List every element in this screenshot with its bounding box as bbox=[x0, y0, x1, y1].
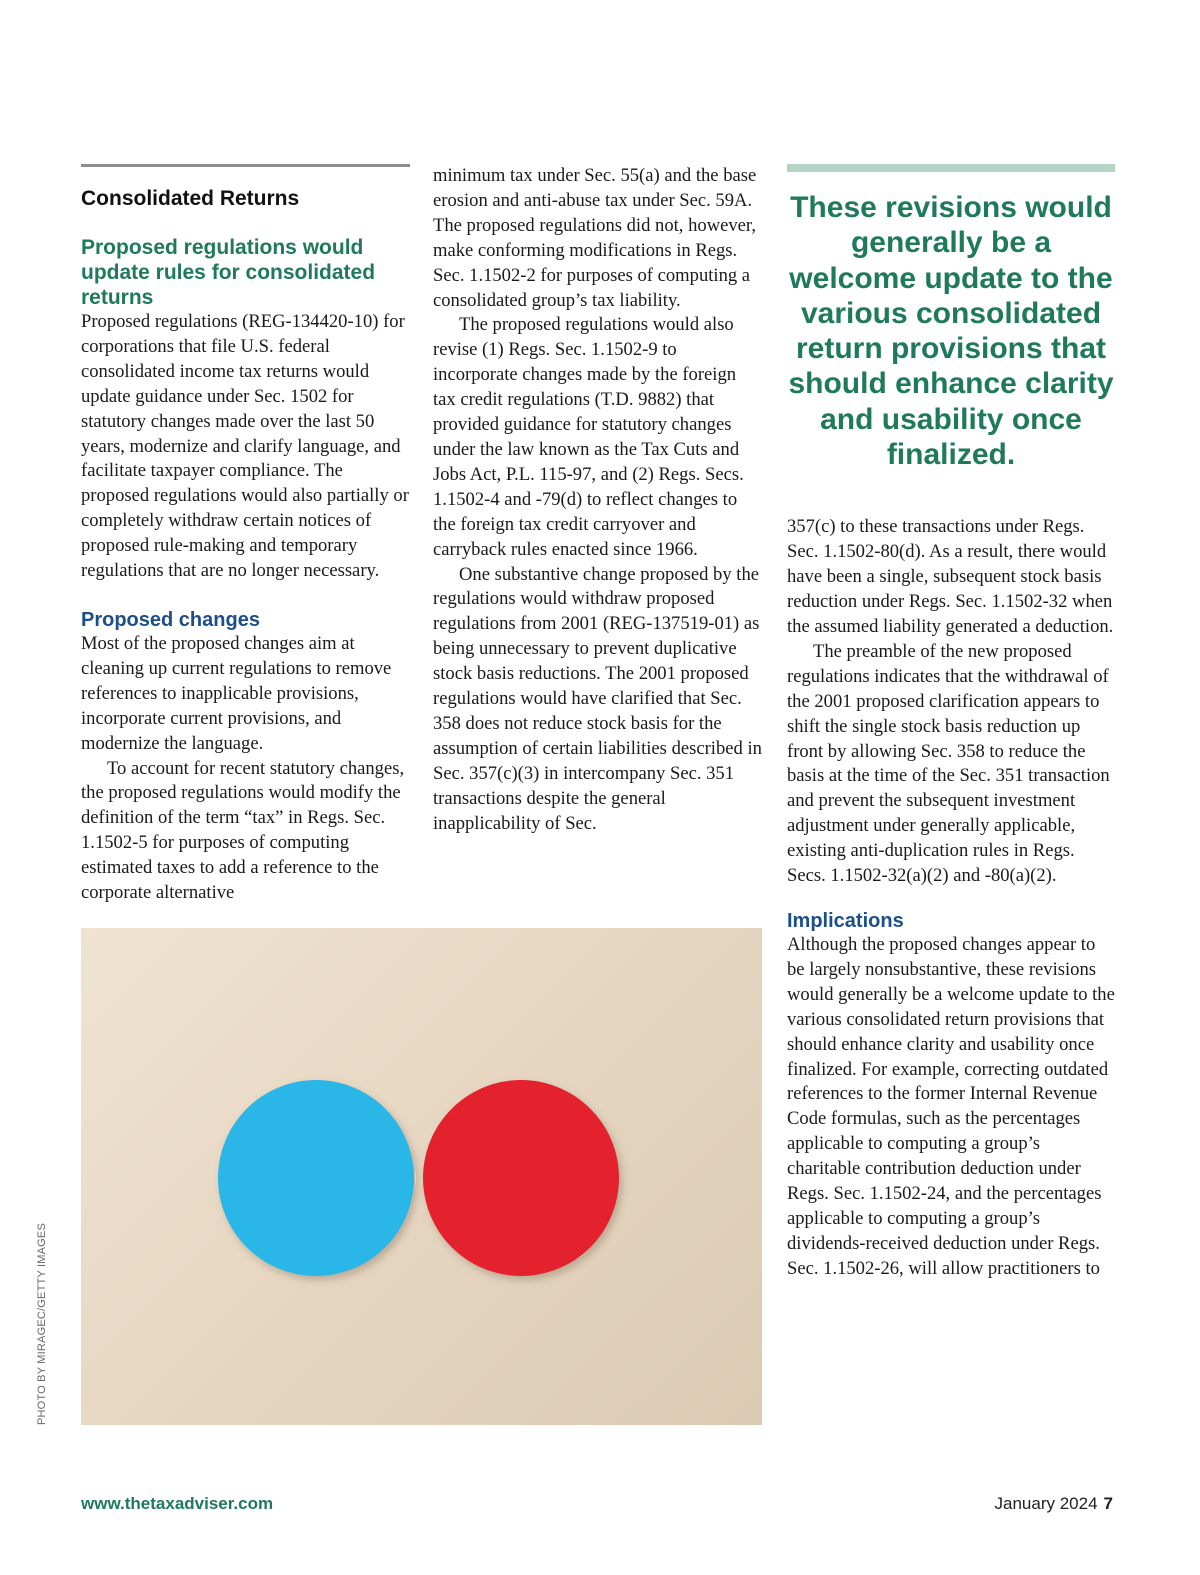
article-headline: Proposed regulations would update rules for consolidated returns bbox=[81, 236, 376, 309]
body-paragraph: minimum tax under Sec. 55(a) and the base erosion and anti-abuse tax under Sec. 59A. The proposed regulations did not, however, make conforming modifications in Regs. Sec. 1.1502-2 for purposes of computing a consolidated group’s tax liability. bbox=[433, 165, 757, 311]
body-paragraph: The preamble of the new proposed regulations indicates that the withdrawal of the 2001 proposed clarification appears to shift the single stock basis reduction up front by allowing Sec. 358 to reduce the basis at the time of the Sec. 351 transaction and prevent the subsequent investment adjustment under generally applicable, existing anti-duplication rules in Regs. Secs. 1.1502-32(a)(2) and -80(a)(2). bbox=[787, 640, 1110, 887]
pull-quote-rule bbox=[787, 164, 1115, 172]
venn-photo bbox=[81, 928, 762, 1425]
body-paragraph: Proposed regulations (REG-134420-10) for corporations that file U.S. federal consolidated income tax returns would update guidance under Sec. 1502 for statutory changes made over the last 50 years, modernize and clarify language, and facilitate taxpayer compliance. The proposed regulations would also partially or completely withdraw certain notices of proposed rule-making and temporary regulations that are no longer necessary. bbox=[81, 311, 409, 582]
issue-date: January 2024 bbox=[994, 1494, 1098, 1513]
body-paragraph: One substantive change proposed by the regulations would withdraw proposed regulations from 2001 (REG-137519-01) as being unnecessary to prevent duplicative stock basis reductions. The 2001 proposed regulations would have clarified that Sec. 358 does not reduce stock basis for the assumption of certain liabilities described in Sec. 357(c)(3) in intercompany Sec. 351 transactions despite the general inapplicability of Sec. bbox=[433, 563, 762, 834]
body-paragraph: 357(c) to these transactions under Regs. Sec. 1.1502-80(d). As a result, there would have been a single, subsequent stock basis reduction under Regs. Sec. 1.1502-32 when the assumed liability generated a deduction. bbox=[787, 516, 1114, 637]
column-2 bbox=[433, 164, 763, 836]
footer-date bbox=[995, 1494, 1114, 1514]
venn-illustration bbox=[81, 928, 762, 1425]
section-title: Consolidated Returns bbox=[81, 187, 300, 210]
column-1 bbox=[81, 164, 410, 906]
subhead-proposed-changes: Proposed changes bbox=[81, 608, 260, 631]
body-paragraph: Most of the proposed changes aim at cleaning up current regulations to remove references to inapplicable provisions, incorporate current provisions, and modernize the language. bbox=[81, 632, 392, 754]
photo-credit: PHOTO BY MIRAGEC/GETTY IMAGES bbox=[36, 1222, 48, 1425]
cyan-circle bbox=[218, 1080, 414, 1276]
section-rule bbox=[81, 164, 410, 167]
footer-url-link[interactable]: www.thetaxadviser.com bbox=[81, 1494, 274, 1513]
subhead-implications: Implications bbox=[787, 909, 904, 932]
body-paragraph: To account for recent statutory changes, the proposed regulations would modify the definition of the term “tax” in Regs. Sec. 1.1502-5 for purposes of computing estimated taxes to add a reference to the corporate alternative bbox=[81, 757, 405, 904]
pull-quote: These revisions would generally be a welcome update to the various consolidated return provisions that should enhance clarity and usability once finalized. bbox=[788, 191, 1114, 472]
body-paragraph: Although the proposed changes appear to be largely nonsubstantive, these revisions would generally be a welcome update to the various consolidated return provisions that should enhance clarity and usability once finalized. For example, correcting outdated references to the former Internal Revenue Code formulas, such as the percentages applicable to computing a group’s charitable contribution deduction under Regs. Sec. 1.1502-24, and the percentages applicable to computing a group’s dividends-received deduction under Regs. Sec. 1.1502-26, will allow practitioners to bbox=[787, 933, 1115, 1279]
page-number: 7 bbox=[1103, 1494, 1113, 1513]
body-paragraph: The proposed regulations would also revise (1) Regs. Sec. 1.1502-9 to incorporate changes made by the foreign tax credit regulations (T.D. 9882) that provided guidance for statutory changes under the law known as the Tax Cuts and Jobs Act, P.L. 115-97, and (2) Regs. Secs. 1.1502-4 and -79(d) to reflect changes to the foreign tax credit carryover and carryback rules enacted since 1966. bbox=[433, 314, 744, 560]
column-3 bbox=[787, 164, 1115, 1282]
red-circle bbox=[423, 1080, 619, 1276]
